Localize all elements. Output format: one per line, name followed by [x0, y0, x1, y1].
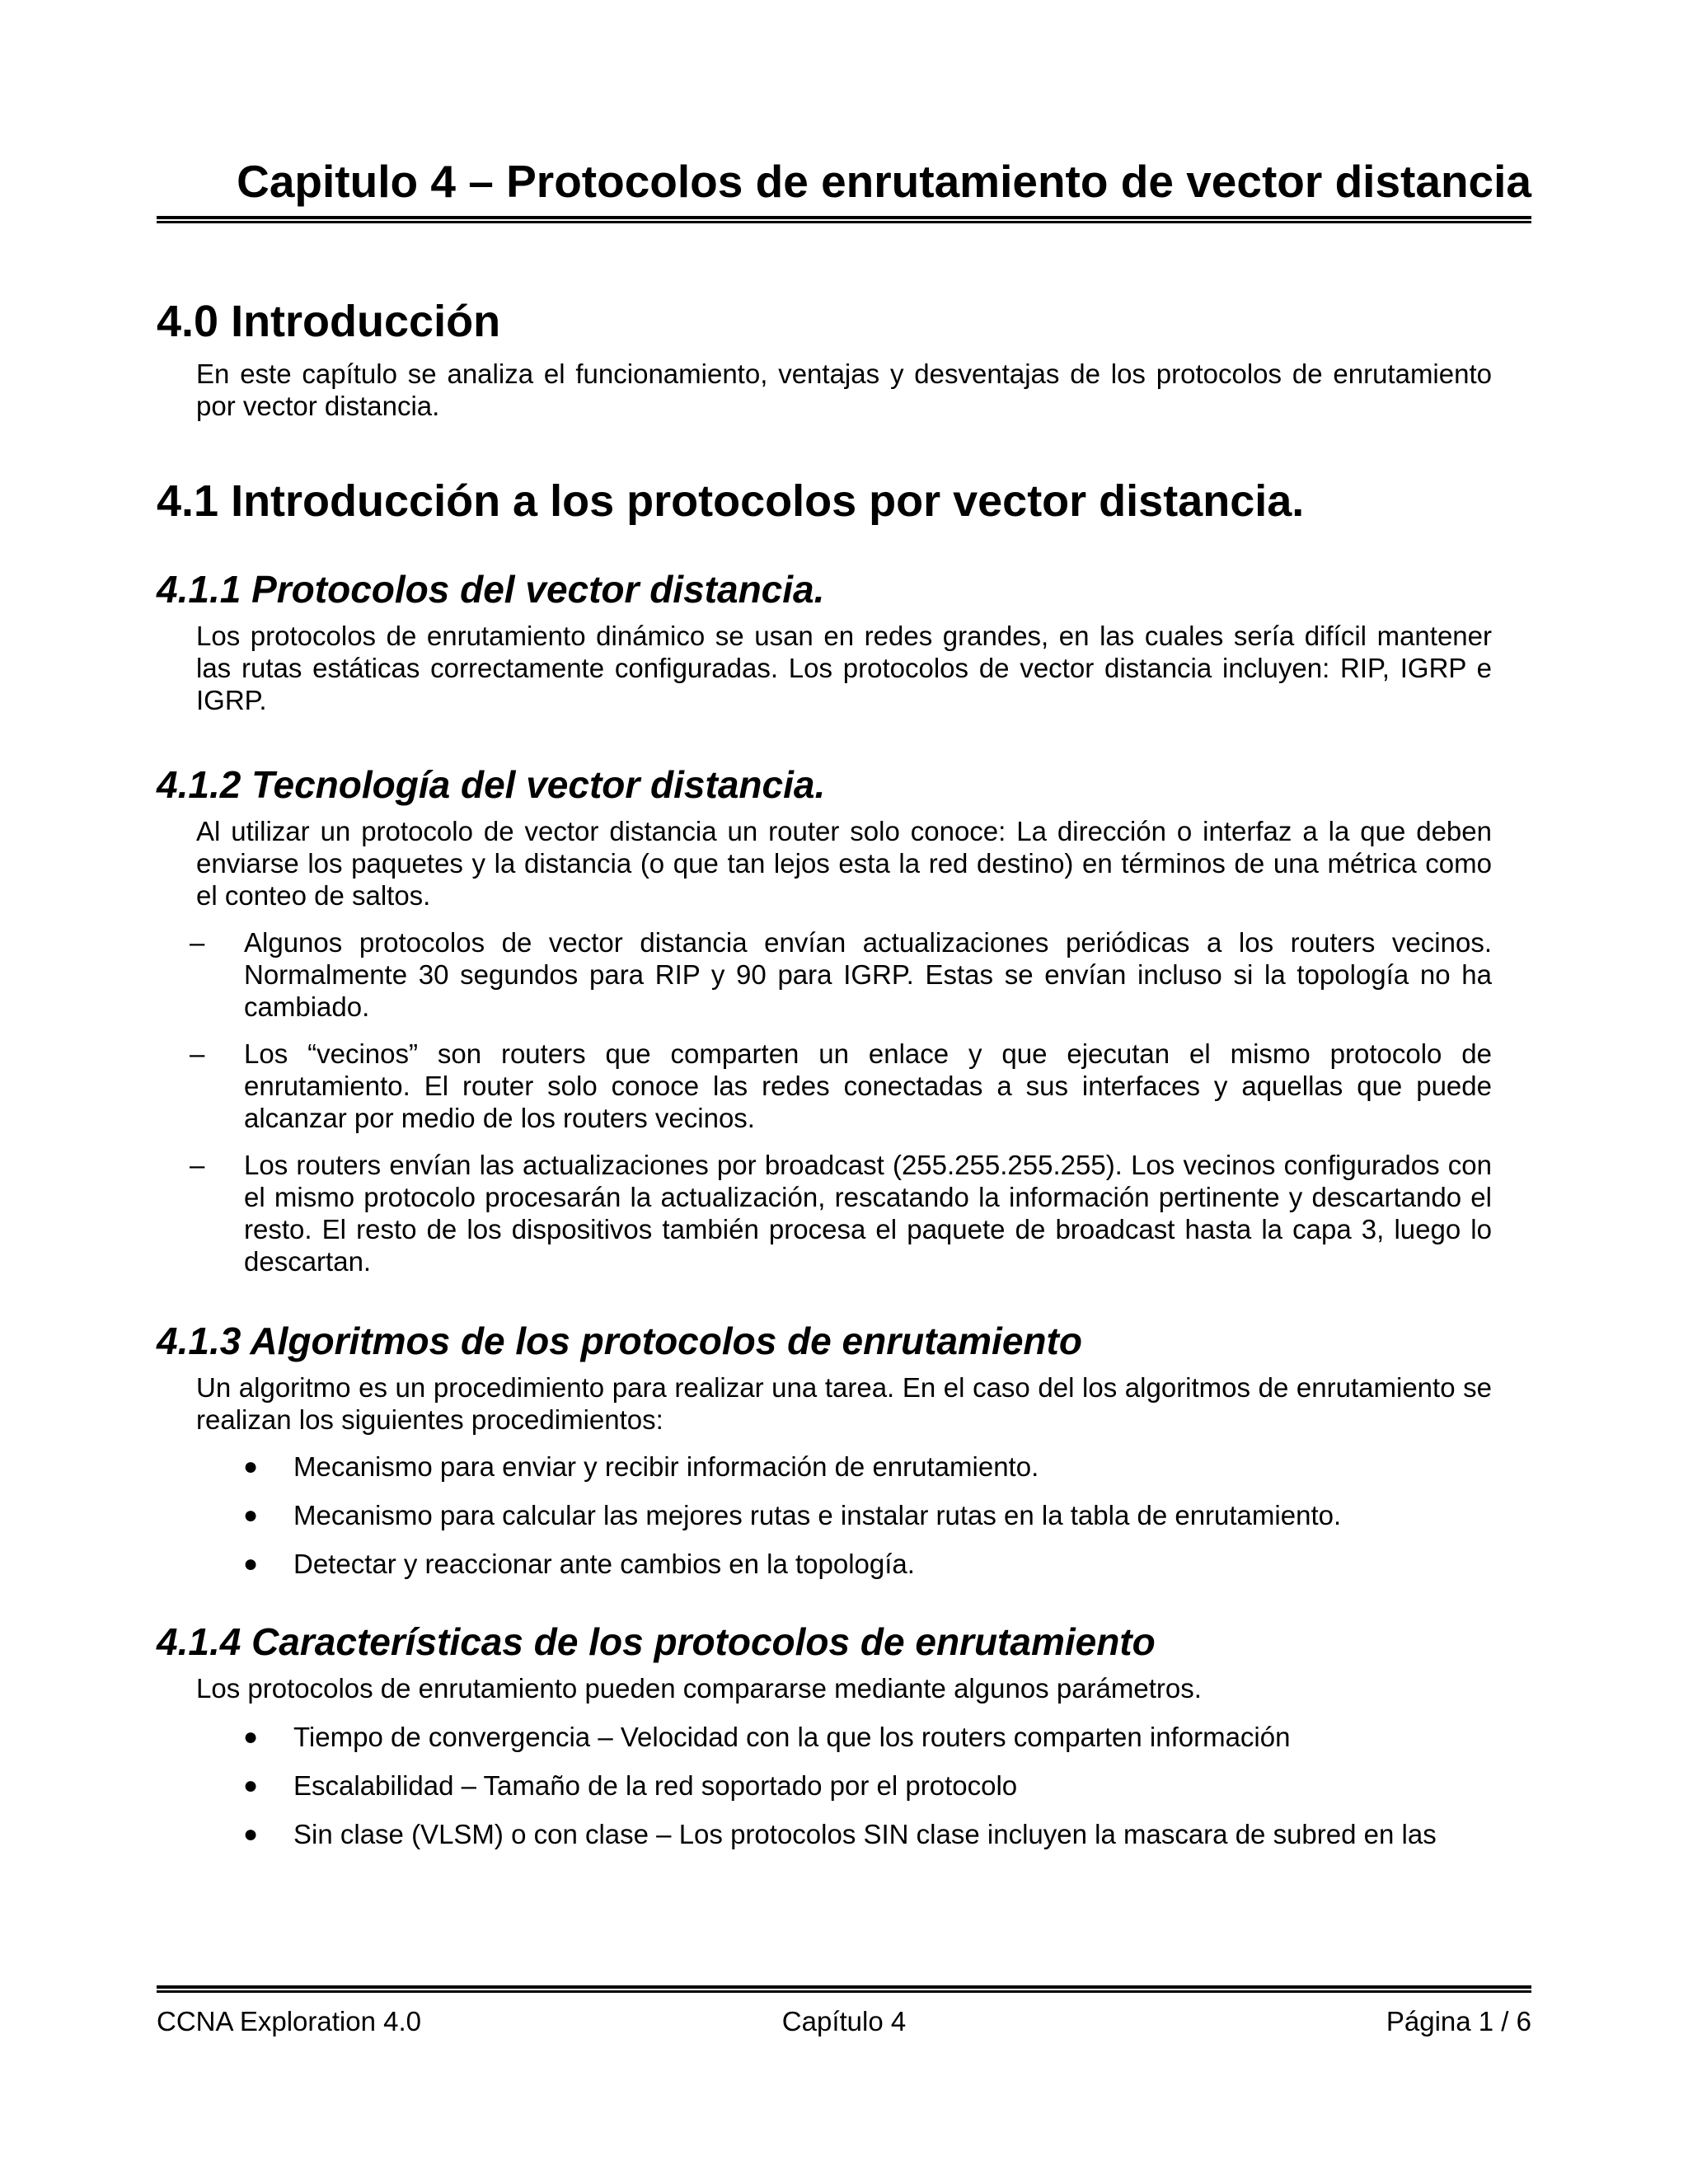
header-rule [157, 216, 1531, 223]
list-item [243, 1548, 1492, 1580]
list-item [243, 1499, 1492, 1531]
list-item [243, 1721, 1492, 1753]
bullet-icon: ● [243, 1550, 259, 1577]
page-number: Página 1 / 6 [1386, 2006, 1531, 2036]
list-item [190, 1038, 1492, 1134]
section-4-1-2-paragraph: Al utilizar un protocolo de vector distancia un router solo conoce: La dirección o interfaz a la que deben enviarse los paquetes y la distancia (o que tan lejos esta la red destino) en términos de una métrica como el conteo de saltos. [196, 816, 1492, 911]
section-heading-4-1-3: 4.1.3 Algoritmos de los protocolos de enrutamiento [157, 1319, 1082, 1362]
bullet-icon: ● [243, 1502, 259, 1529]
chapter-title: Capitulo 4 – Protocolos de enrutamiento de vector distancia [237, 156, 1531, 207]
list-item-text: Algunos protocolos de vector distancia envían actualizaciones periódicas a los routers vecinos. Normalmente 30 segundos para RIP y 90 para IGRP. Estas se envían incluso si la topología no ha cambiado. [244, 927, 1492, 1022]
dash-marker: – [190, 1038, 205, 1069]
bullet-icon: ● [243, 1821, 259, 1848]
list-item-text: Detectar y reaccionar ante cambios en la topología. [293, 1549, 915, 1579]
dash-marker: – [190, 1150, 205, 1180]
list-item [243, 1451, 1492, 1483]
list-item-text: Mecanismo para enviar y recibir información de enrutamiento. [293, 1451, 1039, 1482]
footer-course: CCNA Exploration 4.0 [157, 2006, 421, 2036]
section-4-1-3-paragraph: Un algoritmo es un procedimiento para realizar una tarea. En el caso del los algoritmos de enrutamiento se realizan los siguientes procedimientos: [196, 1372, 1492, 1435]
bullet-icon: ● [243, 1723, 259, 1750]
list-item [243, 1818, 1492, 1850]
section-heading-4-1-2: 4.1.2 Tecnología del vector distancia. [157, 763, 826, 806]
section-heading-4-1: 4.1 Introducción a los protocolos por vector distancia. [157, 476, 1305, 526]
list-item [190, 926, 1492, 1023]
section-heading-4-1-1: 4.1.1 Protocolos del vector distancia. [157, 568, 825, 611]
bullet-list [157, 1721, 1531, 1850]
section-4-1-1-paragraph: Los protocolos de enrutamiento dinámico se usan en redes grandes, en las cuales sería difícil mantener las rutas estáticas correctamente configuradas. Los protocolos de vector distancia incluyen: RIP, IGRP e IGRP. [196, 621, 1492, 715]
list-item [243, 1769, 1492, 1802]
dash-marker: – [190, 927, 205, 958]
footer-rule [157, 1985, 1531, 1993]
bullet-list [157, 1451, 1531, 1580]
page-content [157, 288, 1531, 1850]
list-item-text: Los “vecinos” son routers que comparten un enlace y que ejecutan el mismo protocolo de enrutamiento. El router solo conoce las redes conectadas a sus interfaces y aquellas que puede alcanzar por medio de los routers vecinos. [244, 1038, 1492, 1133]
section-4-0-paragraph: En este capítulo se analiza el funcionamiento, ventajas y desventajas de los protocolos de enrutamiento por vector distancia. [196, 359, 1492, 421]
list-item-text: Sin clase (VLSM) o con clase – Los protocolos SIN clase incluyen la mascara de subred en las [293, 1819, 1437, 1849]
section-heading-4-1-4: 4.1.4 Características de los protocolos de enrutamiento [157, 1620, 1156, 1663]
list-item-text: Escalabilidad – Tamaño de la red soportado por el protocolo [293, 1770, 1018, 1801]
footer-chapter: Capítulo 4 [781, 2006, 907, 2036]
dash-list [157, 926, 1531, 1277]
list-item-text: Los routers envían las actualizaciones por broadcast (255.255.255.255). Los vecinos configurados con el mismo protocolo procesarán la actualización, rescatando la información pertinente y descartando el resto. El resto de los dispositivos también procesa el paquete de broadcast hasta la capa 3, luego lo descartan. [244, 1150, 1492, 1277]
section-4-1-4-paragraph: Los protocolos de enrutamiento pueden compararse mediante algunos parámetros. [196, 1673, 1202, 1704]
bullet-icon: ● [243, 1772, 259, 1799]
bullet-icon: ● [243, 1453, 259, 1480]
section-heading-4-0: 4.0 Introducción [157, 297, 501, 346]
list-item [190, 1149, 1492, 1277]
list-item-text: Tiempo de convergencia – Velocidad con la que los routers comparten información [293, 1722, 1291, 1752]
list-item-text: Mecanismo para calcular las mejores rutas e instalar rutas en la tabla de enrutamiento. [293, 1500, 1342, 1530]
